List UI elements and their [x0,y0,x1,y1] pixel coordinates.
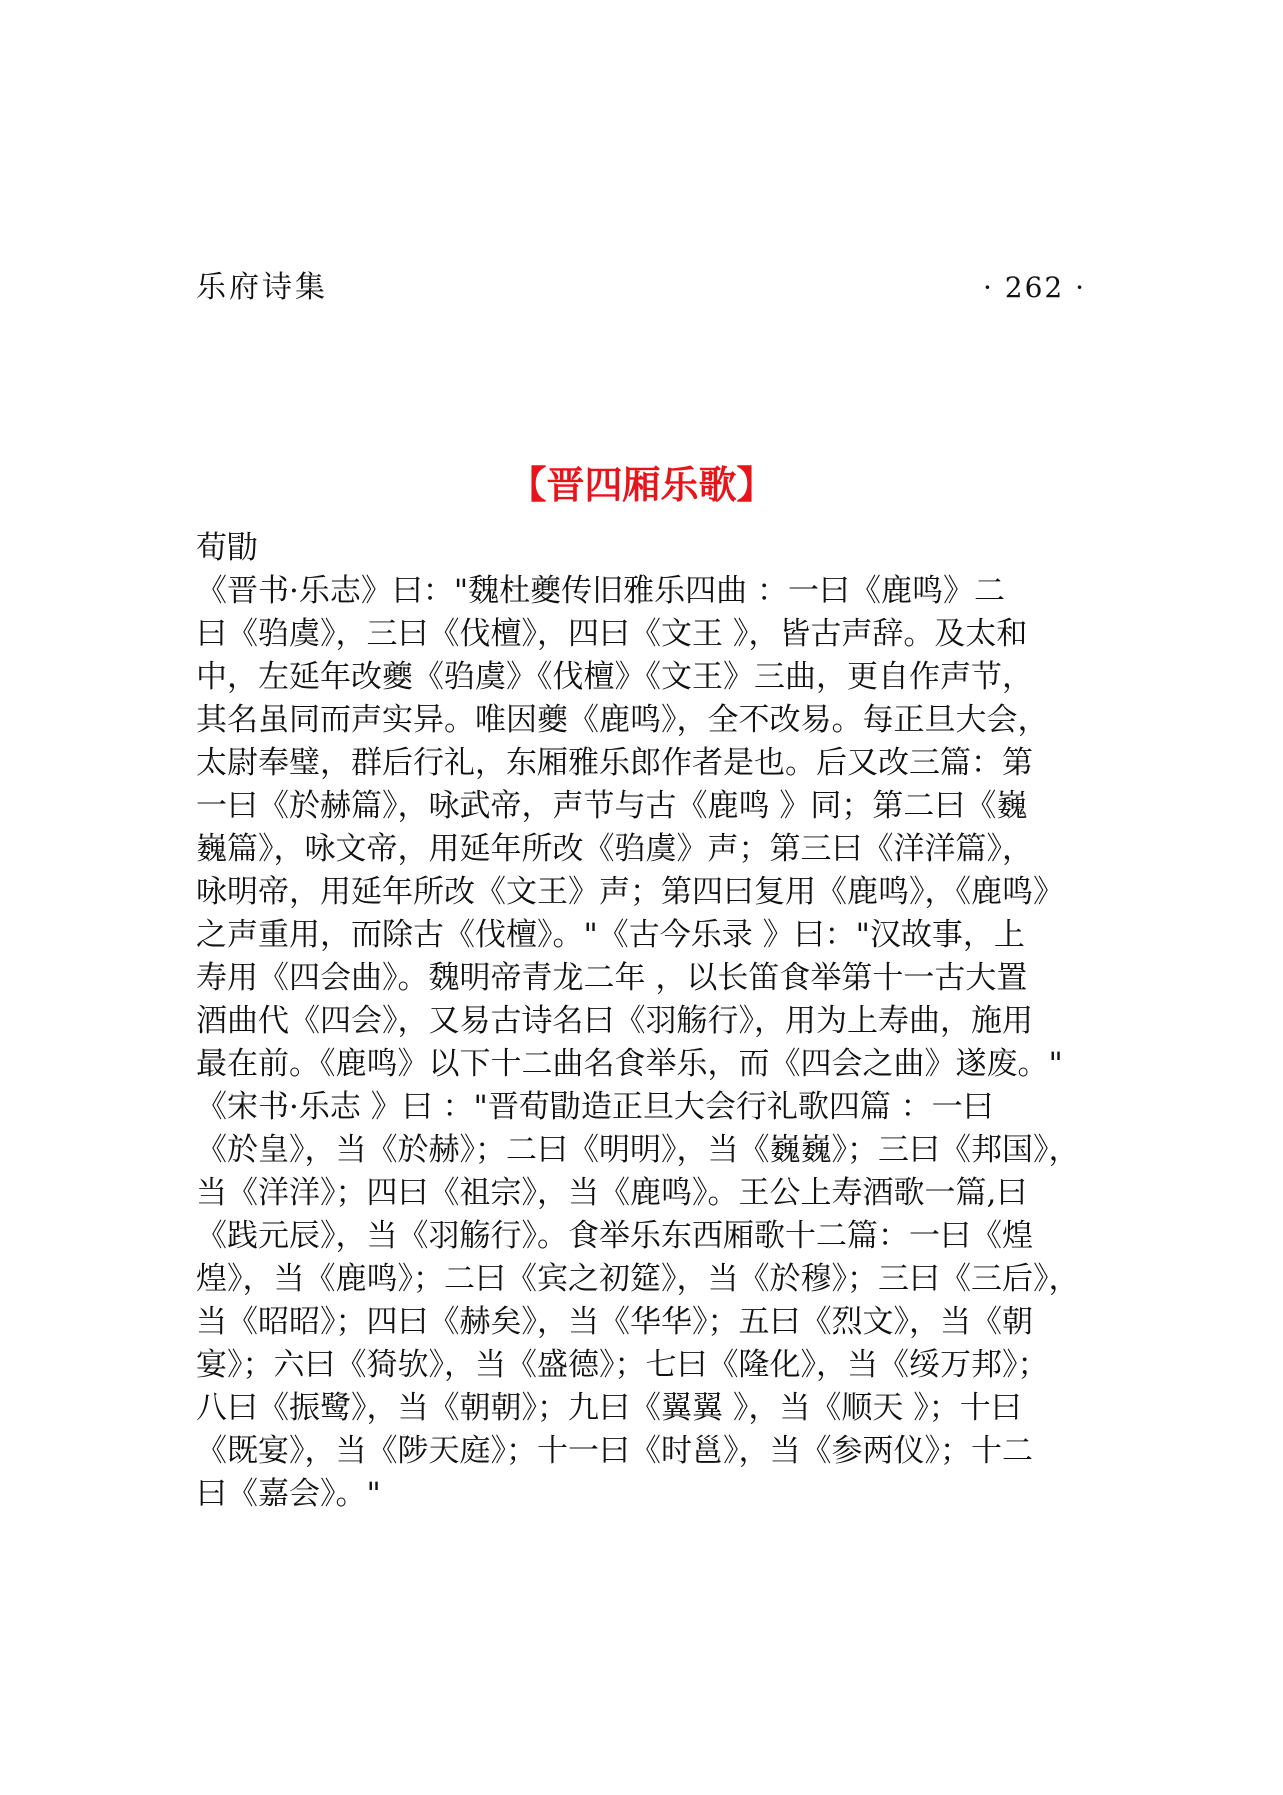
text-line: 太尉奉璧，群后行礼，东厢雅乐郎作者是也。后又改三篇：第 [196,745,1033,781]
text-line: 寿用《四会曲》。魏明帝青龙二年 ，以长笛食举第十一古大置 [196,960,1028,996]
text-line: 《晋书·乐志》曰："魏杜夔传旧雅乐四曲 ：一曰《鹿鸣》二 [196,573,1005,609]
text-line: 中，左延年改夔《驺虞》《伐檀》《文王》三曲，更自作声节， [196,659,1033,695]
text-line: 之声重用，而除古《伐檀》。"《古今乐录 》曰："汉故事，上 [196,917,1025,953]
text-line: 其名虽同而声实异。唯因夔《鹿鸣》，全不改易。每正旦大会， [196,702,1049,738]
section-title: 【晋四厢乐歌】 [508,463,775,507]
text-line: 当《洋洋》；四曰《祖宗》，当《鹿鸣》。王公上寿酒歌一篇,曰 [196,1175,1028,1211]
body-text [196,527,1096,1516]
text-line: 曰《嘉会》。" [196,1476,381,1512]
author-name: 荀勖 [196,530,258,566]
text-line: 宴》；六曰《猗欤》，当《盛德》；七曰《隆化》，当《绥万邦》； [196,1347,1049,1383]
page-header [196,268,1086,308]
text-line: 八曰《振鹭》，当《朝朝》；九曰《翼翼 》，当《顺天 》；十曰 [196,1390,1022,1426]
text-line: 最在前。《鹿鸣》以下十二曲名食举乐，而《四会之曲》遂废。" [196,1046,1063,1082]
text-line: 《宋书·乐志 》曰 ："晋荀勖造正旦大会行礼歌四篇 ：一曰 [196,1089,994,1125]
book-title: 乐府诗集 [196,270,328,305]
text-line: 酒曲代《四会》，又易古诗名曰《羽觞行》，用为上寿曲，施用 [196,1003,1033,1039]
text-line: 《於皇》，当《於赫》；二曰《明明》，当《巍巍》；三曰《邦国》， [196,1132,1080,1168]
text-line: 《践元辰》，当《羽觞行》。食举乐东西厢歌十二篇：一曰《煌 [196,1218,1033,1254]
text-line: 巍篇》，咏文帝，用延年所改《驺虞》声；第三曰《洋洋篇》， [196,831,1033,867]
page-number: · 262 · [982,271,1086,304]
text-line: 曰《驺虞》，三曰《伐檀》，四曰《文王 》，皆古声辞。及太和 [196,616,1028,652]
text-line: 煌》，当《鹿鸣》；二曰《宾之初筵》，当《於穆》；三曰《三后》， [196,1261,1080,1297]
text-line: 当《昭昭》；四曰《赫矣》，当《华华》；五曰《烈文》，当《朝 [196,1304,1033,1340]
text-line: 咏明帝，用延年所改《文王》声；第四曰复用《鹿鸣》，《鹿鸣》 [196,874,1064,910]
text-line: 《既宴》，当《陟天庭》；十一曰《时邕》，当《参两仪》；十二 [196,1433,1033,1469]
text-line: 一曰《於赫篇》，咏武帝，声节与古《鹿鸣 》同；第二曰《巍 [196,788,1028,824]
